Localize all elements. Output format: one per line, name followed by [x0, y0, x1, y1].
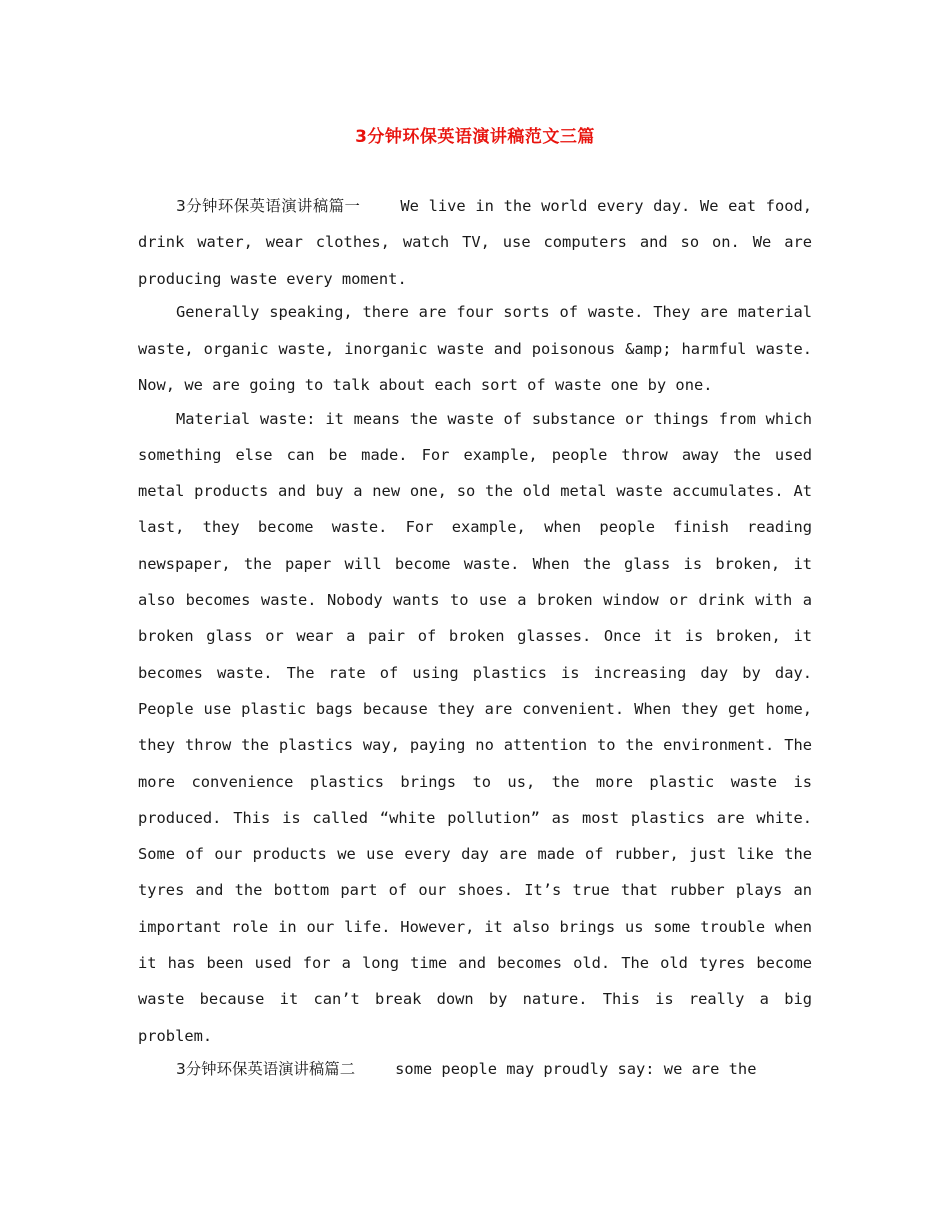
- section-heading-2: 3分钟环保英语演讲稿篇二: [176, 1060, 356, 1079]
- document-title: 3分钟环保英语演讲稿范文三篇: [355, 127, 595, 147]
- document-body: [138, 188, 812, 1085]
- section-heading-1: 3分钟环保英语演讲稿篇一: [176, 197, 361, 215]
- paragraph-1: [138, 188, 812, 297]
- paragraph-4: [138, 1051, 812, 1087]
- paragraph-1-text: We live in the world every day. We eat food, drink water, wear clothes, watch TV, use computers and so on. We are producing waste every moment.: [138, 197, 813, 288]
- paragraph-3-text: Material waste: it means the waste of substance or things from which something else can be made. For example, people throw away the used metal products and buy a new one, so the old metal waste accumulates. At last, they become waste. For example, when people finish reading newspaper, the paper will become waste. When the glass is broken, it also becomes waste. Nobody wants to use a broken window or drink with a broken glass or wear a pair of broken glasses. Once it is broken, it becomes waste. The rate of using plastics is increasing day by day. People use plastic bags because they are convenient. When they get home, they throw the plastics way, paying no attention to the environment. The more convenience plastics brings to us, the more plastic waste is produced. This is called “white pollution” as most plastics are white. Some of our products we use every day are made of rubber, just like the tyres and the bottom part of our shoes. It’s true that rubber plays an important role in our life. However, it also brings us some trouble when it has been used for a long time and becomes old. The old tyres become waste because it can’t break down by nature. This is really a big problem.: [138, 409, 812, 1045]
- paragraph-2-text: Generally speaking, there are four sorts of waste. They are material waste, organic waste, inorganic waste and poisonous &amp; harmful waste. Now, we are going to talk about each sort of waste one by one.: [138, 303, 812, 394]
- paragraph-4-text: some people may proudly say: we are the: [395, 1060, 757, 1079]
- paragraph-2: [138, 294, 812, 403]
- paragraph-3: [138, 401, 812, 1054]
